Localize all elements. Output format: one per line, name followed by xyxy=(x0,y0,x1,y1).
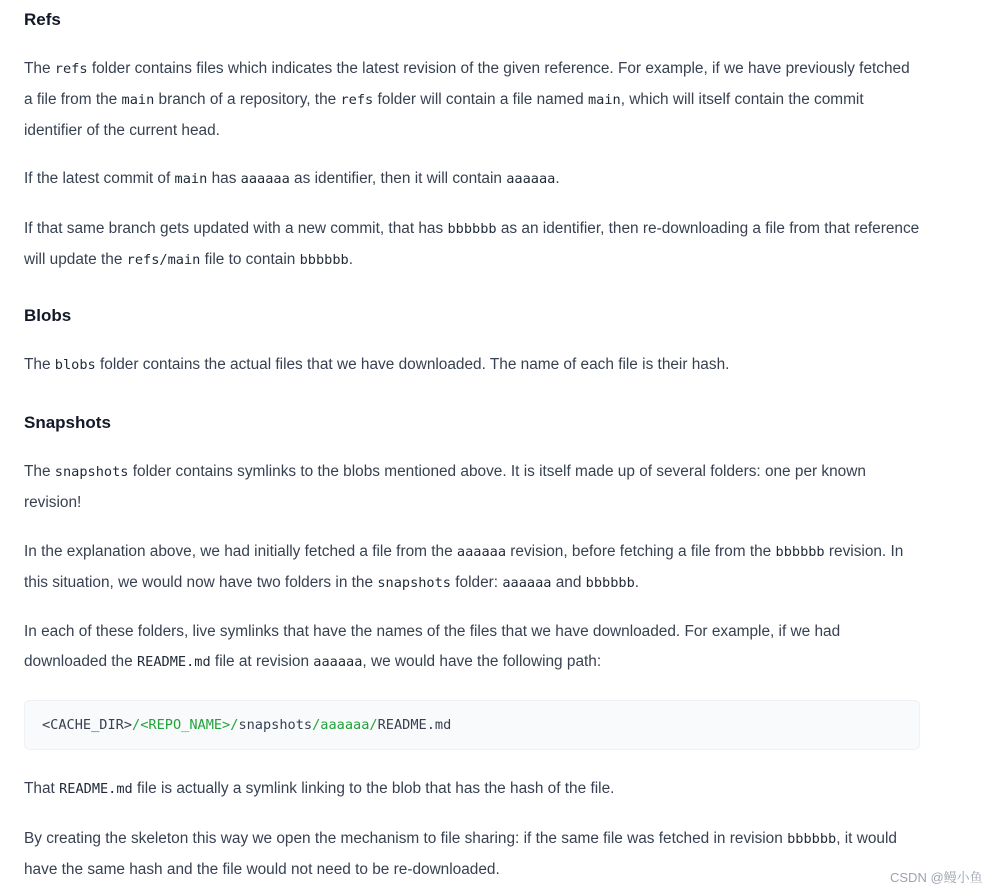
inline-code: main xyxy=(174,171,208,187)
code-block-path xyxy=(24,700,920,750)
inline-code: snapshots xyxy=(377,574,451,591)
inline-code: aaaaaa xyxy=(456,544,507,560)
inline-code: aaaaaa xyxy=(506,171,556,187)
inline-code: bbbbbb xyxy=(787,831,837,847)
inline-code: README.md xyxy=(59,781,133,797)
blobs-heading: Blobs xyxy=(24,306,72,325)
snapshots-paragraph-3: In each of these folders, live symlinks that have the names of the files that we have downloaded. For example, if we had downloaded the README.md file at revision aaaaaa, we would have the following path: xyxy=(24,623,841,670)
code-filename: README.md xyxy=(377,717,452,733)
inline-code: bbbbbb xyxy=(775,544,825,560)
snapshots-paragraph-1: The snapshots folder contains symlinks to the blobs mentioned above. It is itself made up of several folders: one per known revision! xyxy=(24,463,866,511)
code-repo-name: /<REPO_NAME>/ xyxy=(132,717,239,733)
snapshots-paragraph-4: That README.md file is actually a symlink linking to the blob that has the hash of the file. xyxy=(24,780,615,797)
inline-code: refs xyxy=(54,61,88,77)
inline-code: blobs xyxy=(54,357,96,373)
inline-code: main xyxy=(121,91,155,108)
inline-code: aaaaaa xyxy=(502,574,552,591)
code-revision: /aaaaaa/ xyxy=(312,717,378,733)
refs-paragraph-2: If the latest commit of main has aaaaaa as identifier, then it will contain aaaaaa. xyxy=(24,170,560,187)
snapshots-heading: Snapshots xyxy=(24,413,111,432)
refs-paragraph-3: If that same branch gets updated with a new commit, that has bbbbbb as an identifier, then re-downloading a file from that reference will update the refs/main file to contain bbbbbb. xyxy=(24,220,920,268)
inline-code: aaaaaa xyxy=(240,171,290,187)
inline-code: README.md xyxy=(136,653,211,670)
inline-code: refs xyxy=(340,91,374,108)
inline-code: refs/main xyxy=(126,251,201,268)
inline-code: bbbbbb xyxy=(447,221,497,237)
code-cache-dir: <CACHE_DIR> xyxy=(42,717,133,733)
snapshots-paragraph-5: By creating the skeleton this way we open the mechanism to file sharing: if the same file was fetched in revision bbbbbb, it would have the same hash and the file would not need to be re-downloaded. xyxy=(24,830,897,878)
inline-code: main xyxy=(587,91,621,108)
blobs-paragraph-1: The blobs folder contains the actual files that we have downloaded. The name of each file is their hash. xyxy=(24,356,730,373)
csdn-watermark: CSDN @鳗小鱼 xyxy=(890,870,983,885)
refs-paragraph-1: The refs folder contains files which indicates the latest revision of the given reference. For example, if we have previously fetched a file from the main branch of a repository, the refs folder will contain a file named main, which will itself contain the commit identifier of the current head. xyxy=(24,60,910,139)
inline-code: aaaaaa xyxy=(313,653,363,670)
inline-code: snapshots xyxy=(54,464,129,480)
inline-code: bbbbbb xyxy=(299,251,349,268)
inline-code: bbbbbb xyxy=(585,574,635,591)
code-snapshots: snapshots xyxy=(238,717,313,733)
refs-heading: Refs xyxy=(24,10,61,29)
snapshots-paragraph-2: In the explanation above, we had initially fetched a file from the aaaaaa revision, before fetching a file from the bbbbbb revision. In this situation, we would now have two folders in the snapshots folder: aaaaaa and bbbbbb. xyxy=(24,543,904,591)
